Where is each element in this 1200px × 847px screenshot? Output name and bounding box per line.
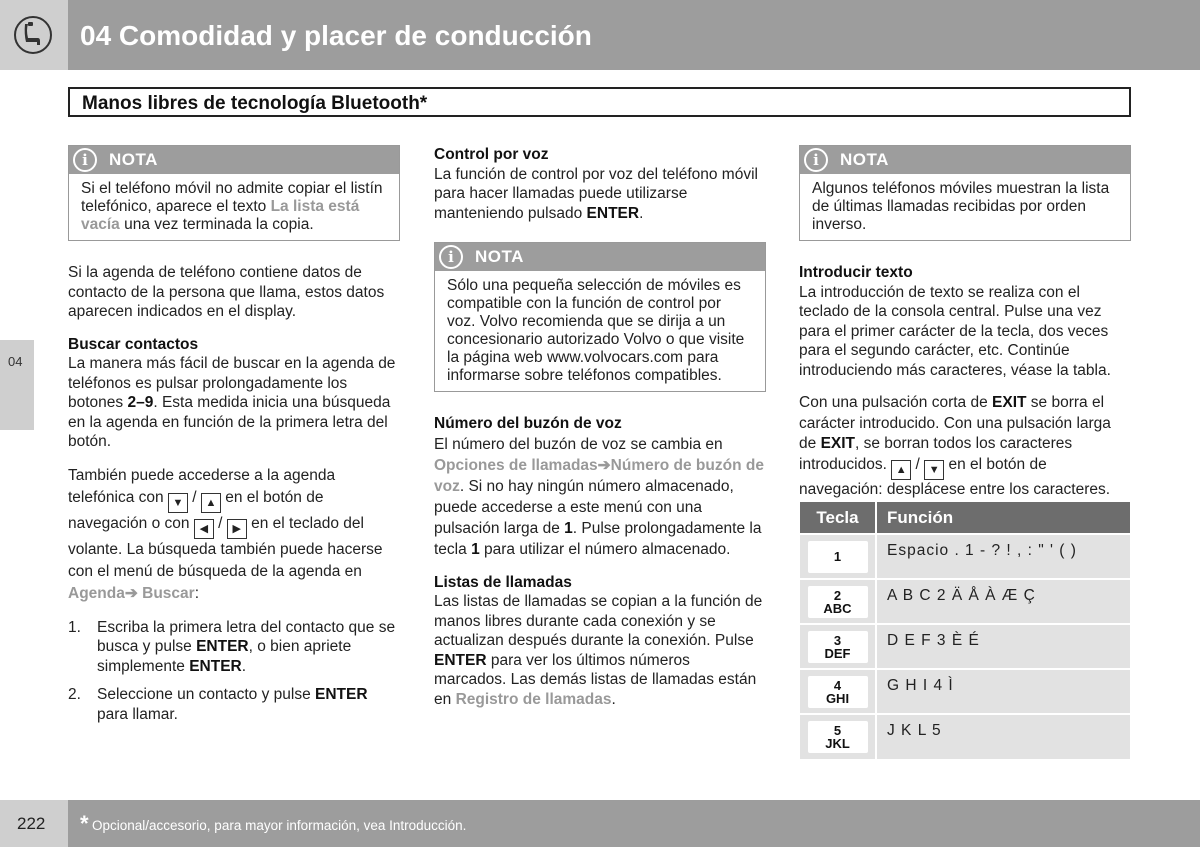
key-digit: 4 [833,678,842,693]
text: en el botón de navegación: desplácese entre los caracteres. [799,455,1111,498]
table-header-key: Tecla [800,502,876,534]
text: para llamar. [97,705,178,723]
buscar-paragraph [68,354,400,452]
text: . Si no hay ningún número almacenado, puede accederse a este menú con una pulsación larga de [434,477,734,537]
nota-text: una vez terminada la copia. [119,216,314,233]
nota-text: Si el teléfono móvil no admite copiar el listín telefónico, aparece el texto [81,180,383,215]
menu-path: Agenda➔ Buscar [68,584,195,602]
text: Seleccione un contacto y pulse [97,686,315,703]
buscar-heading: Buscar contactos [68,335,199,353]
bold-text: ENTER [315,686,368,703]
nota-label: NOTA [475,247,524,266]
bold-text: 1 [471,540,480,558]
nota-label: NOTA [840,150,889,169]
step-number: 2. [68,686,81,703]
bold-text: ENTER [189,657,242,675]
arrow-up-icon: ▲ [201,493,221,513]
slash: / [218,514,223,532]
arrow-down-icon: ▼ [168,493,188,513]
func-cell: J K L 5 [876,714,1130,759]
func-cell: Espacio . 1 - ? ! , : " ' ( ) [876,534,1130,579]
nota-box [799,145,1131,241]
bold-text: EXIT [992,394,1027,411]
listas-paragraph [434,592,766,709]
keypad-key [808,676,868,708]
key-digit: 5 [833,723,842,738]
text: : [194,584,199,602]
keypad-key [808,586,868,618]
arrow-up-icon: ▲ [891,460,911,480]
key-letters: DEF [824,646,851,661]
text: . Pulse prolongadamente la tecla [434,519,762,558]
texto-paragraph: La introducción de texto se realiza con el teclado de la consola central. Pulse una vez para el primer carácter de la tecla, dos veces para el segundo carácter, etc. Continúe introduciendo más caracteres, véase la tabla. [799,283,1111,379]
menu-path: Opciones de llamadas➔Número de buzón de voz [434,456,764,495]
text: La función de control por voz del teléfono móvil para hacer llamadas puede utilizarse manteniendo pulsado [434,165,758,222]
func-cell: D E F 3 È É [876,624,1130,669]
key-cell [800,714,876,759]
nota-header [435,243,765,271]
page-footer [0,800,1200,847]
bold-text: ENTER [586,204,640,222]
bold-text: 2–9 [127,394,154,411]
key-digit: 2 [833,588,842,603]
key-letters: ABC [823,601,852,616]
list-item [68,685,400,724]
key-letters: GHI [825,691,850,706]
key-cell [800,624,876,669]
slash: / [192,488,197,506]
agenda-paragraph: Si la agenda de teléfono contiene datos de contacto de la persona que llama, estos datos aparecen indicados en el display. [68,264,385,320]
key-digit: 3 [833,633,842,648]
table-row [800,624,1130,669]
info-icon: i [439,245,463,269]
text: , o bien apriete simplemente [97,638,352,675]
func-cell: G H I 4 Ì [876,669,1130,714]
column-3 [799,145,1131,513]
page-number-box [0,800,68,847]
bold-text: EXIT [820,435,856,452]
listas-heading: Listas de llamadas [434,573,572,591]
chapter-icon-box [0,0,68,70]
chapter-side-tab [0,340,34,430]
text: . [611,690,616,708]
key-digit: 1 [833,549,842,564]
nota-highlight: La lista está vacía [81,198,360,233]
nota-body: Sólo una pequeña selección de móviles es compatible con la función de control por voz. Volvo recomienda que se dirija a un concesionario autorizado Volvo o que visite la página web www.volvocars.com para informarse sobre teléfonos compatibles. [447,277,745,384]
section-header [68,87,1131,117]
bold-text: 1 [564,519,573,537]
text: Las listas de llamadas se copian a la función de manos libres durante cada conexión y se actualizan después durante la conexión. Pulse [434,593,763,649]
key-letters: JKL [825,736,850,751]
text: El número del buzón de voz se cambia en [434,435,723,453]
chapter-title-box [68,0,1200,70]
seat-icon [13,15,53,55]
column-2 [434,145,766,722]
key-cell [800,669,876,714]
text: en el teclado del volante. La búsqueda también puede hacerse con el menú de búsqueda de la agenda en [68,514,383,580]
buzon-paragraph [434,434,766,560]
key-cell [800,579,876,624]
nota-body: Algunos teléfonos móviles muestran la lista de últimas llamadas recibidas por orden inverso. [812,180,1110,233]
control-paragraph [434,165,766,224]
text: . [241,657,247,675]
text: La manera más fácil de buscar en la agenda de teléfonos es pulsar prolongadamente los botones [68,355,396,411]
text: Escriba la primera letra del contacto que se busca y pulse [97,618,396,655]
info-icon: i [804,148,828,172]
column-1 [68,145,400,733]
tambien-paragraph [68,465,400,605]
table-row [800,714,1130,759]
chapter-title: 04 Comodidad y placer de conducción [80,20,592,51]
text: . [639,204,644,222]
nota-header [69,146,399,174]
text: para ver los últimos números marcados. Las demás listas de llamadas están en [434,651,757,708]
exit-paragraph [799,393,1131,500]
arrow-down-icon: ▼ [924,460,944,480]
nota-box [434,242,766,392]
keypad-key [808,541,868,573]
text: para utilizar el número almacenado. [479,540,731,558]
footer-note: Opcional/accesorio, para mayor información, vea Introducción. [92,818,467,833]
keypad-key [808,631,868,663]
section-title: Manos libres de tecnología Bluetooth* [82,93,428,114]
menu-path: Registro de llamadas [455,690,612,708]
step-number: 1. [68,618,81,636]
text: se borra el carácter introducido. Con una pulsación larga de [799,394,1111,452]
bold-text: ENTER [434,651,487,669]
steps-list [68,618,400,725]
asterisk: * [80,811,89,836]
func-cell: A B C 2 Ä Å À Æ Ç [876,579,1130,624]
info-icon: i [73,148,97,172]
table-header-func: Función [876,502,1130,534]
buzon-heading: Número del buzón de voz [434,415,622,432]
arrow-right-icon: ▶ [227,519,247,539]
side-tab-label: 04 [8,354,23,369]
slash: / [915,455,920,473]
bold-text: ENTER [196,638,249,655]
nota-body [69,174,399,240]
nota-header [800,146,1130,174]
table-row [800,579,1130,624]
footer-note-box [68,800,1200,847]
chapter-header [0,0,1200,70]
table-header-row [800,502,1130,534]
arrow-left-icon: ◀ [194,519,214,539]
page-number: 222 [17,814,46,833]
text: en el botón de navegación o con [68,488,324,532]
texto-heading: Introducir texto [799,264,913,281]
control-heading: Control por voz [434,146,549,163]
list-item [68,618,400,677]
nota-box [68,145,400,241]
nota-label: NOTA [109,150,158,169]
table-row [800,669,1130,714]
key-cell [800,534,876,579]
text: . Esta medida inicia una búsqueda en la agenda en función de la primera letra del botón. [68,394,391,450]
text: También puede accederse a la agenda telefónica con [68,466,336,506]
text: Con una pulsación corta de [799,394,993,411]
function-table [800,502,1130,759]
text: , se borran todos los caracteres introducidos. [799,435,1073,473]
keypad-key [808,721,868,753]
table-row [800,534,1130,579]
